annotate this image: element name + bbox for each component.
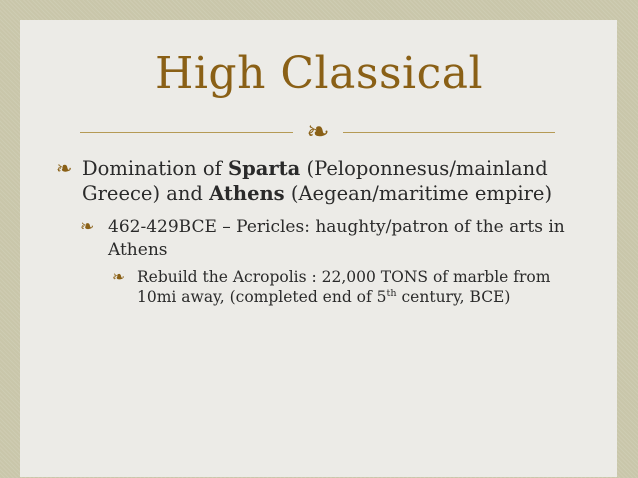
bullet-level3-text [112,267,552,307]
bullet-fleuron-icon: ❧ [112,268,125,286]
bullet-fleuron-icon: ❧ [56,157,73,180]
bullet-level1-bold-sparta: Sparta [228,157,301,180]
bullet-level1-bold-athens: Athens [209,182,285,205]
bullet-level2 [80,216,580,262]
bullet-level1-part1: Domination of [82,157,229,180]
bullet-level3-superscript: th [386,287,397,299]
bullet-level1-part2: (Peloponnesus/mainland Greece) and [82,157,548,205]
bullet-level3-part1: Rebuild the Acropolis : 22,000 TONS of marble from 10mi away, (completed end of 5 [137,268,551,306]
title-divider-left [80,132,293,133]
slide-title: High Classical [154,48,484,99]
bullet-level3-part2: century, BCE) [396,288,511,306]
bullet-level1-part3: (Aegean/maritime empire) [284,182,553,205]
bullet-level1-text [56,156,576,206]
bullet-level1 [56,156,576,206]
title-divider-right [343,132,555,133]
fleuron-icon: ❧ [306,115,330,148]
bullet-fleuron-icon: ❧ [80,217,95,237]
bullet-level3 [112,267,552,307]
bullet-level2-text: 462-429BCE – Pericles: haughty/patron of the arts in Athens [108,217,565,260]
